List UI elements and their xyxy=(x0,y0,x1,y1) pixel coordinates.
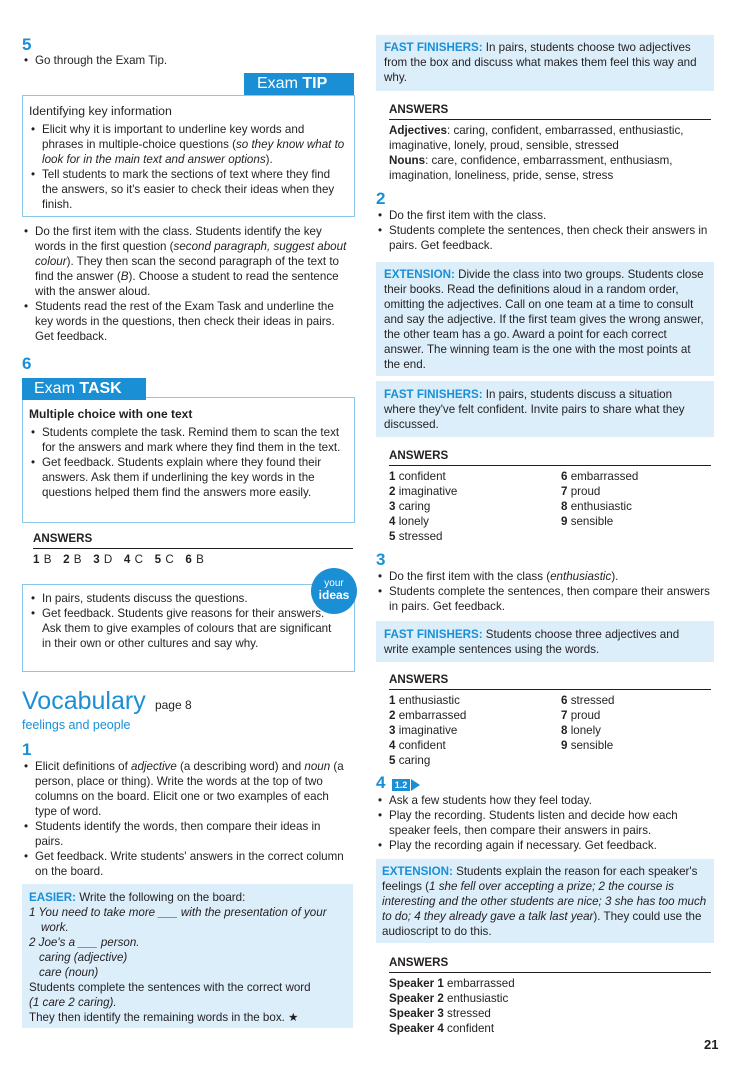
exam-task-content xyxy=(29,406,347,500)
fast-finishers-label: FAST FINISHERS: xyxy=(384,628,483,641)
exam-task-title: Multiple choice with one text xyxy=(29,407,193,421)
section-5-bullets xyxy=(22,53,352,68)
answers-heading: ANSWERS xyxy=(389,955,711,973)
answers-heading: ANSWERS xyxy=(389,672,711,690)
section-4-bullets xyxy=(376,793,712,853)
section-5-followup xyxy=(22,224,352,344)
section-2-bullets xyxy=(376,208,712,253)
section-number-4: 4 xyxy=(376,773,386,792)
list-item: • Get feedback. Students explain where they found their answers. Ask them if underlining the key words in the questions helped them find the answers more easily. xyxy=(29,455,347,500)
list-item: • Students read the rest of the Exam Task and underline the key words in the questions, then check their ideas in pairs. Get feedback. xyxy=(22,299,352,344)
list-item: • Play the recording. Students listen and decide how each speaker feels, then compare their answers in pairs. xyxy=(376,808,712,838)
list-item: • Play the recording again if necessary. Get feedback. xyxy=(376,838,712,853)
exam-tip-title: Identifying key information xyxy=(29,104,172,118)
exam-tip-content xyxy=(29,103,347,212)
list-item: • Get feedback. Students give reasons for their answers. Ask them to give examples of colours that are significant in their own or other cultures and say why. xyxy=(29,606,337,651)
section-number-3: 3 xyxy=(376,550,386,569)
section-number-1: 1 xyxy=(22,740,32,759)
page-reference: page 8 xyxy=(154,698,192,712)
answers-heading: ANSWERS xyxy=(389,102,711,120)
exam-task-banner xyxy=(22,378,146,400)
answers-block-2 xyxy=(389,448,711,544)
vocab-1-bullets xyxy=(22,759,352,879)
answers-grid: 1 enthusiastic 6 stressed 2 embarrassed 7 proud 3 imaginative 8 lonely 4 confident 9 sensible 5 caring xyxy=(389,694,615,767)
vocabulary-subtitle: feelings and people xyxy=(22,718,131,732)
extension-content: EXTENSION: Students explain the reason for each speaker's feelings (1 she fell over accepting a prize; 2 the course is interesting and the other students are nice; 3 she has too much to do; 4 they already gave a talk last year). They could use the audioscript to do this. xyxy=(382,865,707,938)
list-item: • Students complete the sentences, then compare their answers in pairs. Get feedback. xyxy=(376,584,712,614)
banner-word: Exam xyxy=(257,75,298,92)
answers-block-1: ANSWERS Adjectives: caring, confident, embarrassed, enthusiastic, imaginative, lonely, proud, sensible, stressed Nouns: care, confidence, embarrassment, enthusiasm, imagination, loneliness, pride, sense, stress xyxy=(389,102,711,183)
list-item: • Students complete the task. Remind them to scan the text for the answers and mark where they find them in the text. xyxy=(29,425,347,455)
fast-finishers-content: FAST FINISHERS: Students choose three adjectives and write example sentences using the words. xyxy=(384,628,680,656)
fast-finishers-label: FAST FINISHERS: xyxy=(384,41,483,54)
exam-tip-banner xyxy=(244,73,354,95)
list-item: • Do the first item with the class. Students identify the key words in the first question (second paragraph, suggest about colour). They then scan the second paragraph of the text to find the answer (B). Choose a student to read the sentence with the answer aloud. xyxy=(22,224,352,299)
banner-word-bold: TIP xyxy=(302,75,328,92)
answers-block-3 xyxy=(389,672,711,768)
answers-grid: 1 confident 6 embarrassed 2 imaginative 7 proud 3 caring 8 enthusiastic 4 lonely 9 sensible 5 stressed xyxy=(389,470,639,543)
list-item: • Elicit definitions of adjective (a describing word) and noun (a person, place or thing). Write the words at the top of two columns on the board. Elicit one or two examples of each type of word. xyxy=(22,759,352,819)
answers-heading: ANSWERS xyxy=(389,448,711,466)
easier-label: EASIER: xyxy=(29,891,77,904)
list-item: • Elicit why it is important to underline key words and phrases in multiple-choice questions (so they know what to look for in the main text and answer options). xyxy=(29,122,347,167)
section-3-bullets xyxy=(376,569,712,614)
answers-block-6 xyxy=(33,531,353,567)
extension-label: EXTENSION: xyxy=(384,268,455,281)
section-4-heading xyxy=(376,774,420,792)
extension-content: EXTENSION: Divide the class into two groups. Students close their books. Read the definitions aloud in a random order, omitting the adjectives. Call on one team at a time to consult and say the adjective. If the first team gives the wrong answer, the other team has a go. Award a point for each correct answer. The winning team is the one with the most points at the end. xyxy=(384,268,704,371)
page-number: 21 xyxy=(704,1037,719,1052)
list-item: • In pairs, students discuss the questions. xyxy=(29,591,337,606)
audio-track-badge: 1.2 xyxy=(392,779,411,791)
easier-content: EASIER: Write the following on the board: 1 You need to take more ___ with the presentation of your work. 2 Joe's a ___ person. caring (adjective) care (noun) Students complete the sentences with the correct word (1 care 2 caring). They then identify the remaining words in the box. ★ xyxy=(29,891,327,1024)
answers-list: Speaker 1 embarrassed Speaker 2 enthusiastic Speaker 3 stressed Speaker 4 confident xyxy=(389,977,515,1035)
list-item: • Get feedback. Write students' answers in the correct column on the board. xyxy=(22,849,352,879)
list-item: • Go through the Exam Tip. xyxy=(22,53,352,68)
star-icon: ★ xyxy=(288,1011,299,1024)
list-item: • Students complete the sentences, then check their answers in pairs. Get feedback. xyxy=(376,223,712,253)
fast-finishers-label: FAST FINISHERS: xyxy=(384,388,483,401)
page-title: Vocabulary xyxy=(22,687,146,715)
list-item: • Do the first item with the class (enthusiastic). xyxy=(376,569,712,584)
section-number-6: 6 xyxy=(22,354,32,373)
banner-word-bold: TASK xyxy=(79,380,122,397)
list-item: • Ask a few students how they feel today. xyxy=(376,793,712,808)
answers-row: 1 B 2 B 3 D 4 C 5 C 6 B xyxy=(33,553,205,566)
your-ideas-content xyxy=(29,591,337,651)
list-item: • Tell students to mark the sections of text where they find the answers, so it's easier to check their ideas when they finish. xyxy=(29,167,347,212)
extension-label: EXTENSION: xyxy=(382,865,453,878)
answers-heading: ANSWERS xyxy=(33,531,353,549)
list-item: • Do the first item with the class. xyxy=(376,208,712,223)
fast-finishers-content: FAST FINISHERS: In pairs, students choose two adjectives from the box and discuss what makes them feel this way and why. xyxy=(384,41,697,84)
your-ideas-badge: your ideas xyxy=(311,568,357,614)
vocabulary-heading xyxy=(22,686,192,716)
play-icon xyxy=(411,779,420,791)
fast-finishers-content: FAST FINISHERS: In pairs, students discuss a situation where they've felt confident. Invite pairs to share what they discussed. xyxy=(384,388,685,431)
list-item: • Students identify the words, then compare their ideas in pairs. xyxy=(22,819,352,849)
section-number-5: 5 xyxy=(22,35,32,54)
answers-block-4 xyxy=(389,955,711,1036)
banner-word: Exam xyxy=(34,380,75,397)
section-number-2: 2 xyxy=(376,189,386,208)
